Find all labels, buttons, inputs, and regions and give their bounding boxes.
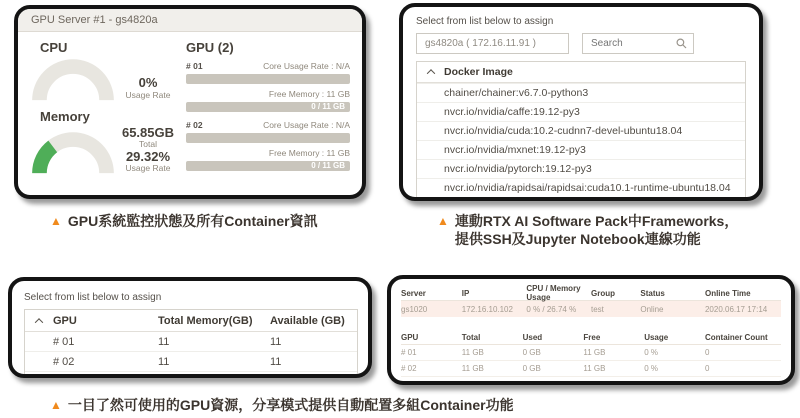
column-ip: IP — [461, 288, 470, 298]
column-used: Used — [522, 332, 543, 342]
tables-spacer — [401, 317, 781, 330]
gpu-assign-table-header — [25, 310, 357, 332]
column-usage: Usage — [644, 332, 669, 342]
gpu-list-section — [180, 37, 350, 179]
caption-text: 一目了然可使用的GPU資源，分享模式提供自動配置多組Container功能 — [67, 397, 514, 413]
gpu-id-cell: # 01 — [53, 335, 75, 348]
gpu-status-block — [186, 61, 350, 112]
total-memory-cell: 11 — [158, 355, 170, 368]
caption-line-1: 連動RTX AI Software Pack中Frameworks， — [454, 213, 739, 229]
column-online-time: Online Time — [704, 288, 751, 298]
cpu-usage-caption: Usage Rate — [125, 89, 171, 100]
usage-cell: 0 % — [644, 364, 658, 373]
usage-cell: 0 % — [644, 348, 658, 357]
docker-image-table-header — [417, 62, 745, 83]
docker-image-row[interactable] — [417, 83, 745, 102]
gpu-status-list — [186, 61, 350, 171]
cpu-memory-usage-cell: 0 % / 26.74 % — [526, 304, 577, 314]
cpu-gauge — [30, 57, 116, 102]
column-gpu: GPU — [53, 314, 77, 327]
docker-image-name: nvcr.io/nvidia/rapidsai/rapidsai:cuda10.1-runtime-ubuntu18.04 — [444, 182, 731, 194]
docker-image-name: nvcr.io/nvidia/pytorch:19.12-py3 — [444, 163, 592, 175]
caption-gpu-monitor — [50, 212, 318, 230]
docker-image-row[interactable] — [417, 178, 745, 197]
cpu-usage-value-block — [116, 76, 180, 102]
gpu-core-usage-label: Core Usage Rate : N/A — [263, 61, 350, 71]
server-field[interactable] — [416, 33, 569, 54]
chevron-up-icon — [426, 69, 434, 77]
column-container-count: Container Count — [704, 332, 768, 342]
table-bottom-spacer — [25, 372, 357, 378]
memory-section-label: Memory — [40, 109, 90, 124]
caption-gpu-resource — [50, 396, 514, 414]
gpu-core-usage-label: Core Usage Rate : N/A — [263, 120, 350, 130]
gpu-core-usage-bar — [186, 74, 350, 84]
collapse-toggle[interactable] — [417, 66, 444, 78]
gpu-status-block — [186, 120, 350, 171]
docker-image-name: nvcr.io/nvidia/cuda:10.2-cudnn7-devel-ubuntu18.04 — [444, 125, 683, 137]
column-available: Available (GB) — [270, 314, 345, 327]
memory-total-value: 65.85GB — [121, 125, 175, 140]
gpu-assign-row[interactable] — [25, 332, 357, 352]
column-status: Status — [640, 288, 665, 298]
column-gpu: GPU — [401, 332, 419, 342]
cpu-section-label: CPU — [40, 40, 68, 55]
gpu-row — [401, 345, 781, 361]
status-cell: Online — [640, 304, 664, 314]
docker-image-name: nvcr.io/nvidia/caffe:19.12-py3 — [444, 106, 580, 118]
docker-image-assign-panel — [399, 3, 763, 201]
column-cpu-memory-usage: CPU / Memory Usage — [526, 284, 581, 302]
server-table-header — [401, 286, 781, 301]
column-group: Group — [590, 288, 615, 298]
chevron-up-icon — [35, 318, 43, 326]
memory-usage-value: 29.32% — [125, 148, 171, 164]
triangle-bullet-icon: ▲ — [50, 398, 62, 412]
available-cell: 11 — [270, 335, 282, 348]
caption-line-2: 提供SSH及Jupyter Notebook連線功能 — [454, 231, 701, 247]
gpu-memory-bar: 0 / 11 GB — [186, 161, 350, 171]
triangle-bullet-icon: ▲ — [50, 214, 62, 228]
search-icon — [676, 38, 687, 49]
total-memory-cell: 11 — [158, 335, 170, 348]
search-box[interactable] — [582, 33, 694, 54]
gpu-assign-table — [24, 309, 358, 378]
docker-image-name: nvcr.io/nvidia/mxnet:19.12-py3 — [444, 144, 586, 156]
ip-cell: 172.16.10.102 — [461, 304, 513, 314]
memory-gauge — [30, 130, 116, 175]
cpu-gauge-row — [30, 57, 180, 102]
gpu-assign-rows — [25, 332, 357, 372]
memory-gauge-row — [30, 126, 180, 175]
gpu-table-header — [401, 330, 781, 345]
docker-image-row[interactable] — [417, 121, 745, 140]
available-cell: 11 — [270, 355, 282, 368]
total-cell: 11 GB — [461, 364, 484, 373]
memory-usage-value-block — [116, 126, 180, 175]
used-cell: 0 GB — [522, 348, 541, 357]
system-gauges — [30, 37, 180, 179]
gpu-free-memory-label: Free Memory : 11 GB — [268, 89, 350, 99]
server-table-rows — [401, 301, 781, 317]
gpu-free-memory-label: Free Memory : 11 GB — [268, 148, 350, 158]
free-cell: 11 GB — [583, 364, 606, 373]
gpu-id-cell: # 02 — [53, 355, 75, 368]
docker-image-table — [416, 61, 746, 198]
panel-title: GPU Server #1 - gs4820a — [18, 9, 362, 32]
docker-image-column-label: Docker Image — [444, 66, 513, 78]
search-input[interactable] — [591, 38, 676, 49]
used-cell: 0 GB — [522, 364, 541, 373]
caption-text — [455, 212, 738, 248]
online-time-cell: 2020.06.17 17:14 — [704, 304, 768, 314]
memory-usage-caption: Usage Rate — [125, 162, 171, 173]
gpu-id: # 01 — [186, 61, 203, 71]
column-total-memory: Total Memory(GB) — [158, 314, 253, 327]
cpu-usage-value: 0% — [138, 75, 158, 91]
column-total: Total — [461, 332, 481, 342]
group-cell: test — [590, 304, 604, 314]
column-free: Free — [583, 332, 601, 342]
container-count-cell: 0 — [704, 348, 710, 357]
gpu-id-cell: # 02 — [401, 364, 417, 373]
total-cell: 11 GB — [461, 348, 484, 357]
column-server: Server — [401, 288, 426, 298]
server-status-panel — [387, 275, 795, 385]
collapse-toggle[interactable] — [25, 315, 53, 327]
panel-body — [18, 32, 362, 179]
caption-rtx-software — [437, 212, 738, 248]
triangle-bullet-icon: ▲ — [437, 214, 449, 228]
free-cell: 11 GB — [583, 348, 606, 357]
server-name-cell: gs1020 — [401, 304, 428, 314]
container-count-cell: 0 — [704, 364, 710, 373]
docker-image-row[interactable] — [417, 102, 745, 121]
gpu-memory-bar: 0 / 11 GB — [186, 102, 350, 112]
assign-instruction: Select from list below to assign — [24, 292, 162, 303]
memory-total-caption: Total — [139, 139, 157, 150]
gpu-assign-row[interactable] — [25, 352, 357, 372]
docker-image-row[interactable] — [417, 140, 745, 159]
assign-inputs-row — [416, 33, 746, 54]
gpu-id-cell: # 01 — [401, 348, 417, 357]
assign-instruction: Select from list below to assign — [416, 16, 554, 27]
caption-text: GPU系統監控狀態及所有Container資訊 — [67, 213, 318, 229]
docker-image-row[interactable] — [417, 159, 745, 178]
gpu-row — [401, 361, 781, 377]
gpu-table-rows — [401, 345, 781, 377]
docker-image-name: chainer/chainer:v6.7.0-python3 — [444, 87, 589, 99]
gpu-section-label: GPU (2) — [186, 40, 234, 55]
gpu-assign-panel — [8, 277, 372, 378]
gpu-server-monitor-panel — [14, 5, 366, 199]
gpu-id: # 02 — [186, 120, 203, 130]
server-row[interactable] — [401, 301, 781, 317]
gpu-core-usage-bar — [186, 133, 350, 143]
